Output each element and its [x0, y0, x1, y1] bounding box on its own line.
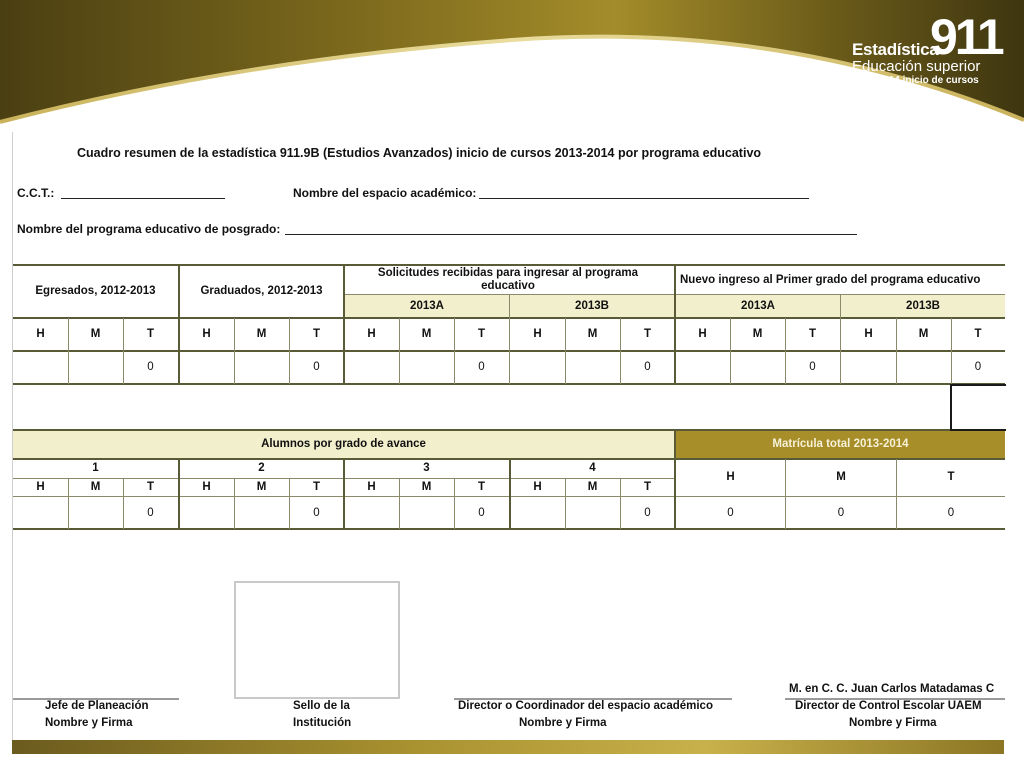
col-t: T [146, 328, 155, 340]
alumnos-header: Alumnos por grado de avance [261, 438, 426, 450]
director-coordinador-label: Director o Coordinador del espacio académico [458, 700, 713, 712]
grade-3: 3 [423, 462, 430, 474]
nombre-firma-label: Nombre y Firma [519, 717, 607, 729]
program-field[interactable] [285, 234, 857, 235]
col-t: T [643, 481, 652, 493]
col-t: T [808, 328, 817, 340]
col-h: H [864, 328, 873, 340]
col-m: M [587, 481, 598, 493]
space-label: Nombre del espacio académico: [293, 186, 477, 200]
grade-4-total: 0 [644, 506, 651, 519]
matricula-m-value: 0 [837, 506, 845, 519]
matricula-t-value: 0 [947, 506, 955, 519]
col-h: H [202, 328, 211, 340]
logo-educacion-superior: Educación superior [852, 58, 981, 75]
col-m: M [256, 328, 267, 340]
nuevo-ingreso-2013a-total: 0 [809, 361, 816, 373]
jefe-planeacion-label: Jefe de Planeación [45, 700, 149, 712]
col-t: T [146, 481, 155, 493]
selected-cell[interactable] [950, 384, 1006, 431]
col-t: T [477, 328, 486, 340]
logo-estadistica: Estadística [852, 40, 939, 59]
program-label: Nombre del programa educativo de posgrado: [17, 222, 281, 236]
logo-inicio-cursos: 2013-2014 inicio de cursos [852, 75, 979, 86]
col-m: M [587, 328, 598, 340]
col-h: H [533, 481, 542, 493]
director-escolar-label: Director de Control Escolar UAEM [795, 700, 982, 712]
solicitudes-2013b: 2013B [575, 299, 609, 312]
estadistica-911-logo [852, 9, 1002, 86]
col-h: H [202, 481, 211, 493]
grade-1-total: 0 [147, 506, 154, 519]
col-h: H [698, 328, 707, 340]
cct-field[interactable] [61, 198, 225, 199]
nombre-firma-label: Nombre y Firma [45, 717, 133, 729]
matricula-header: Matrícula total 2013-2014 [772, 438, 909, 450]
col-m: M [90, 328, 101, 340]
col-m: M [256, 481, 267, 493]
col-h: H [533, 328, 542, 340]
nuevo-ingreso-2013a: 2013A [741, 299, 775, 312]
director-name: M. en C. C. Juan Carlos Matadamas C [789, 683, 995, 695]
solicitudes-2013b-total: 0 [644, 361, 651, 373]
matricula-col-t: T [947, 471, 955, 483]
cct-label: C.C.T.: [17, 186, 55, 200]
col-t: T [974, 328, 982, 340]
col-t: T [312, 328, 321, 340]
solicitudes-header: Solicitudes recibidas para ingresar al programa educativo [377, 267, 639, 292]
col-h: H [367, 481, 376, 493]
institucion-label: Institución [293, 717, 352, 729]
nuevo-ingreso-2013b: 2013B [906, 299, 940, 312]
col-m: M [918, 328, 929, 340]
col-t: T [643, 328, 652, 340]
col-m: M [421, 481, 432, 493]
col-m: M [752, 328, 763, 340]
form-sheet [12, 132, 1004, 742]
egresados-total: 0 [147, 361, 154, 373]
col-t: T [477, 481, 486, 493]
nuevo-ingreso-2013b-total: 0 [974, 361, 982, 373]
col-m: M [90, 481, 101, 493]
grade-3-total: 0 [478, 506, 485, 519]
grade-4: 4 [589, 462, 596, 474]
sello-label: Sello de la [293, 700, 350, 712]
solicitudes-2013a: 2013A [410, 299, 444, 312]
solicitudes-2013a-total: 0 [478, 361, 485, 373]
matricula-col-h: H [726, 471, 735, 483]
col-h: H [367, 328, 376, 340]
nuevo-ingreso-header: Nuevo ingreso al Primer grado del programa educativo [680, 273, 981, 286]
col-m: M [421, 328, 432, 340]
footer-bar [12, 740, 1004, 754]
space-field[interactable] [479, 198, 809, 199]
col-h: H [36, 328, 45, 340]
logo-911: 911 [930, 9, 1002, 65]
graduados-header: Graduados, 2012-2013 [200, 285, 323, 297]
form-title: Cuadro resumen de la estadística 911.9B (Estudios Avanzados) inicio de cursos 2013-2014 por programa educativo [77, 146, 762, 160]
egresados-header: Egresados, 2012-2013 [35, 285, 156, 297]
matricula-col-m: M [836, 471, 846, 483]
stamp-box [234, 581, 400, 699]
col-t: T [312, 481, 321, 493]
grade-1: 1 [92, 462, 99, 474]
grade-2: 2 [258, 462, 265, 474]
graduados-total: 0 [313, 361, 320, 373]
nombre-firma-label: Nombre y Firma [849, 717, 937, 729]
grade-2-total: 0 [313, 506, 320, 519]
col-h: H [36, 481, 45, 493]
matricula-h-value: 0 [727, 506, 734, 519]
